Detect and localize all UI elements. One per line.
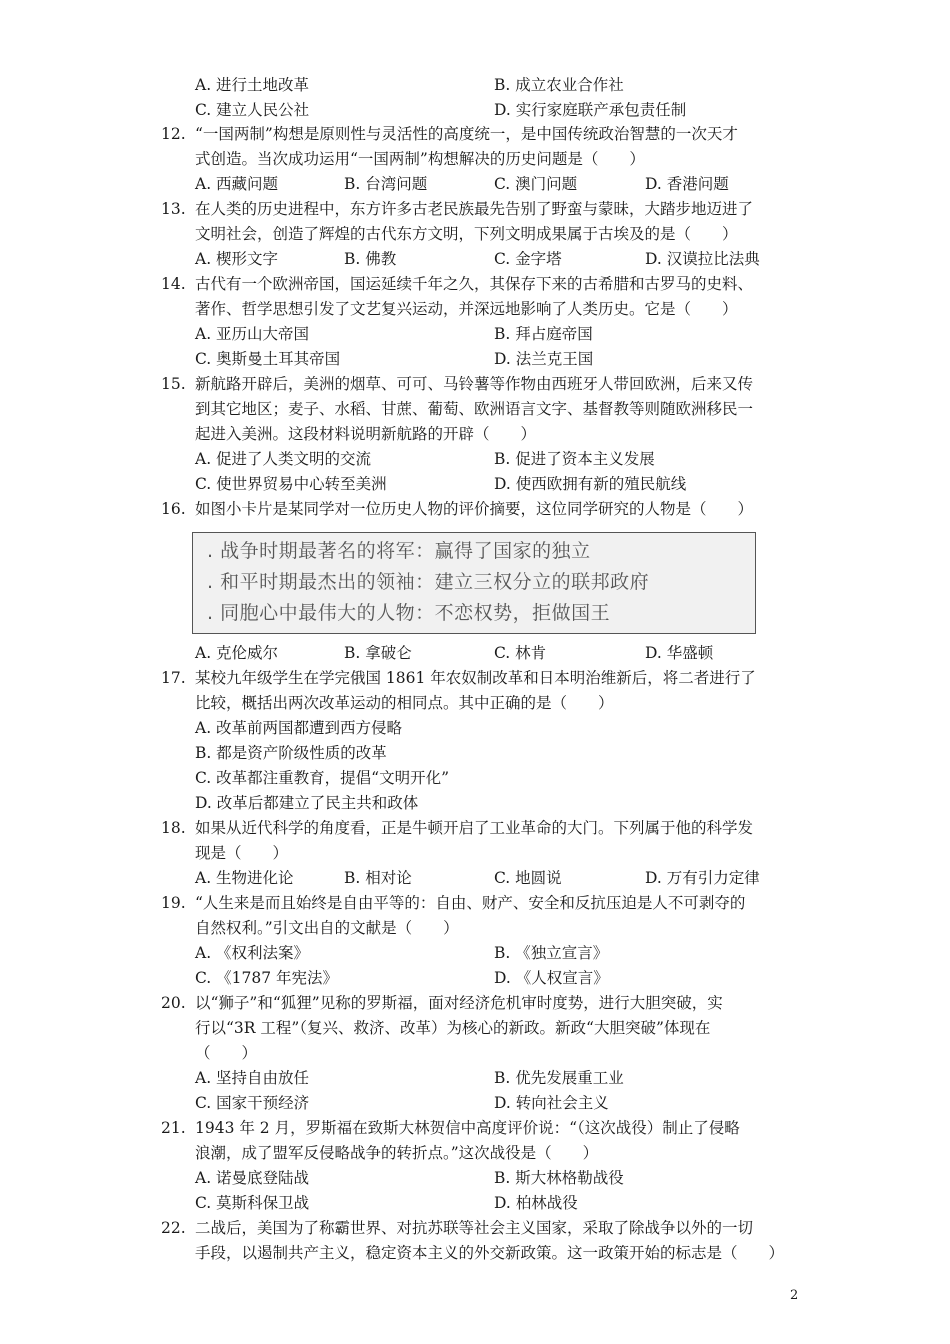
q17-option-a: A. 改革前两国都遭到西方侵略 — [195, 719, 403, 737]
q14-number: 14. — [161, 275, 186, 293]
q20-text-line: 以“狮子”和“狐狸”见称的罗斯福，面对经济危机审时度势，进行大胆突破，实 — [195, 994, 723, 1012]
q12-option-a: A. 西藏问题 — [195, 175, 279, 193]
q19-option-b: B. 《独立宣言》 — [494, 944, 609, 962]
q21-number: 21. — [161, 1119, 186, 1137]
q19-option-d: D. 《人权宣言》 — [494, 969, 609, 987]
q12-text-line: 式创造。当次成功运用“一国两制”构想解决的历史问题是（ ） — [195, 150, 645, 168]
q16-text-line: 如图小卡片是某同学对一位历史人物的评价摘要，这位同学研究的人物是（ ） — [195, 500, 754, 518]
q20-option-c: C. 国家干预经济 — [195, 1094, 310, 1112]
q12-option-c: C. 澳门问题 — [494, 175, 578, 193]
q11-option-a: A. 进行土地改革 — [195, 76, 310, 94]
q22-text-line: 二战后，美国为了称霸世界、对抗苏联等社会主义国家，采取了除战争以外的一切 — [195, 1219, 754, 1237]
q15-text-line: 新航路开辟后，美洲的烟草、可可、马铃薯等作物由西班牙人带回欧洲，后来又传 — [195, 375, 754, 393]
q15-number: 15. — [161, 375, 186, 393]
q13-text-line: 文明社会，创造了辉煌的古代东方文明，下列文明成果属于古埃及的是（ ） — [195, 225, 738, 243]
q18-option-d: D. 万有引力定律 — [645, 869, 760, 887]
q16-option-c: C. 林肯 — [494, 644, 547, 662]
q18-option-c: C. 地圆说 — [494, 869, 562, 887]
q14-option-c: C. 奥斯曼土耳其帝国 — [195, 350, 341, 368]
q21-text-line: 浪潮，成了盟军反侵略战争的转折点。”这次战役是（ ） — [195, 1144, 599, 1162]
q16-option-b: B. 拿破仑 — [344, 644, 412, 662]
q17-text-line: 比较，概括出两次改革运动的相同点。其中正确的是（ ） — [195, 694, 614, 712]
q18-option-a: A. 生物进化论 — [195, 869, 294, 887]
q18-text-line: 现是（ ） — [195, 844, 289, 862]
q13-number: 13. — [161, 200, 186, 218]
q11-option-b: B. 成立农业合作社 — [494, 76, 624, 94]
q14-text-line: 古代有一个欧洲帝国，国运延续千年之久，其保存下来的古希腊和古罗马的史料、 — [195, 275, 754, 293]
q13-option-d: D. 汉谟拉比法典 — [645, 250, 760, 268]
q13-option-a: A. 楔形文字 — [195, 250, 279, 268]
q17-number: 17. — [161, 669, 186, 687]
q13-text-line: 在人类的历史进程中，东方许多古老民族最先告别了野蛮与蒙昧，大踏步地迈进了 — [195, 200, 754, 218]
q15-text-line: 起进入美洲。这段材料说明新航路的开辟（ ） — [195, 425, 537, 443]
history-figure-card — [192, 532, 756, 634]
q19-text-line: 自然权利。”引文出自的文献是（ ） — [195, 919, 459, 937]
q11-option-c: C. 建立人民公社 — [195, 101, 310, 119]
q14-option-a: A. 亚历山大帝国 — [195, 325, 310, 343]
q18-option-b: B. 相对论 — [344, 869, 412, 887]
q17-option-c: C. 改革都注重教育，提倡“文明开化” — [195, 769, 450, 787]
q19-option-c: C. 《1787 年宪法》 — [195, 969, 339, 987]
q22-number: 22. — [161, 1219, 186, 1237]
q20-text-line: 行以“3R 工程”（复兴、救济、改革）为核心的新政。新政“大胆突破”体现在 — [195, 1019, 711, 1037]
q12-option-b: B. 台湾问题 — [344, 175, 428, 193]
q12-number: 12. — [161, 125, 186, 143]
card-line: . 和平时期最杰出的领袖：建立三权分立的联邦政府 — [207, 571, 650, 593]
q19-number: 19. — [161, 894, 186, 912]
q14-option-d: D. 法兰克王国 — [494, 350, 594, 368]
q15-option-c: C. 使世界贸易中心转至美洲 — [195, 475, 387, 493]
q16-option-a: A. 克伦威尔 — [195, 644, 279, 662]
q21-text-line: 1943 年 2 月，罗斯福在致斯大林贺信中高度评价说：“（这次战役）制止了侵略 — [195, 1119, 740, 1137]
q18-text-line: 如果从近代科学的角度看，正是牛顿开启了工业革命的大门。下列属于他的科学发 — [195, 819, 754, 837]
q20-text-line: （ ） — [195, 1044, 258, 1062]
q14-option-b: B. 拜占庭帝国 — [494, 325, 593, 343]
q19-option-a: A. 《权利法案》 — [195, 944, 310, 962]
q15-option-a: A. 促进了人类文明的交流 — [195, 450, 372, 468]
q11-option-d: D. 实行家庭联产承包责任制 — [494, 101, 687, 119]
q12-text-line: “一国两制”构想是原则性与灵活性的高度统一，是中国传统政治智慧的一次天才 — [195, 125, 738, 143]
q15-text-line: 到其它地区；麦子、水稻、甘蔗、葡萄、欧洲语言文字、基督教等则随欧洲移民一 — [195, 400, 754, 418]
q17-option-d: D. 改革后都建立了民主共和政体 — [195, 794, 419, 812]
q17-text-line: 某校九年级学生在学完俄国 1861 年农奴制改革和日本明治维新后，将二者进行了 — [195, 669, 756, 687]
q20-number: 20. — [161, 994, 186, 1012]
card-line: . 战争时期最著名的将军：赢得了国家的独立 — [207, 540, 591, 562]
q17-option-b: B. 都是资产阶级性质的改革 — [195, 744, 387, 762]
q21-option-c: C. 莫斯科保卫战 — [195, 1194, 310, 1212]
page-number: 2 — [790, 1288, 799, 1303]
q20-option-a: A. 坚持自由放任 — [195, 1069, 310, 1087]
q12-option-d: D. 香港问题 — [645, 175, 729, 193]
q14-text-line: 著作、哲学思想引发了文艺复兴运动，并深远地影响了人类历史。它是（ ） — [195, 300, 738, 318]
q19-text-line: “人生来是而且始终是自由平等的：自由、财产、安全和反抗压迫是人不可剥夺的 — [195, 894, 746, 912]
card-line: . 同胞心中最伟大的人物：不恋权势，拒做国王 — [207, 602, 611, 624]
q13-option-c: C. 金字塔 — [494, 250, 562, 268]
q21-option-d: D. 柏林战役 — [494, 1194, 578, 1212]
q15-option-b: B. 促进了资本主义发展 — [494, 450, 655, 468]
q20-option-b: B. 优先发展重工业 — [494, 1069, 624, 1087]
q16-number: 16. — [161, 500, 186, 518]
q15-option-d: D. 使西欧拥有新的殖民航线 — [494, 475, 687, 493]
q16-option-d: D. 华盛顿 — [645, 644, 714, 662]
q22-text-line: 手段，以遏制共产主义，稳定资本主义的外交新政策。这一政策开始的标志是（ ） — [195, 1244, 785, 1262]
q18-number: 18. — [161, 819, 186, 837]
q21-option-b: B. 斯大林格勒战役 — [494, 1169, 624, 1187]
q13-option-b: B. 佛教 — [344, 250, 397, 268]
q20-option-d: D. 转向社会主义 — [494, 1094, 609, 1112]
q21-option-a: A. 诺曼底登陆战 — [195, 1169, 310, 1187]
